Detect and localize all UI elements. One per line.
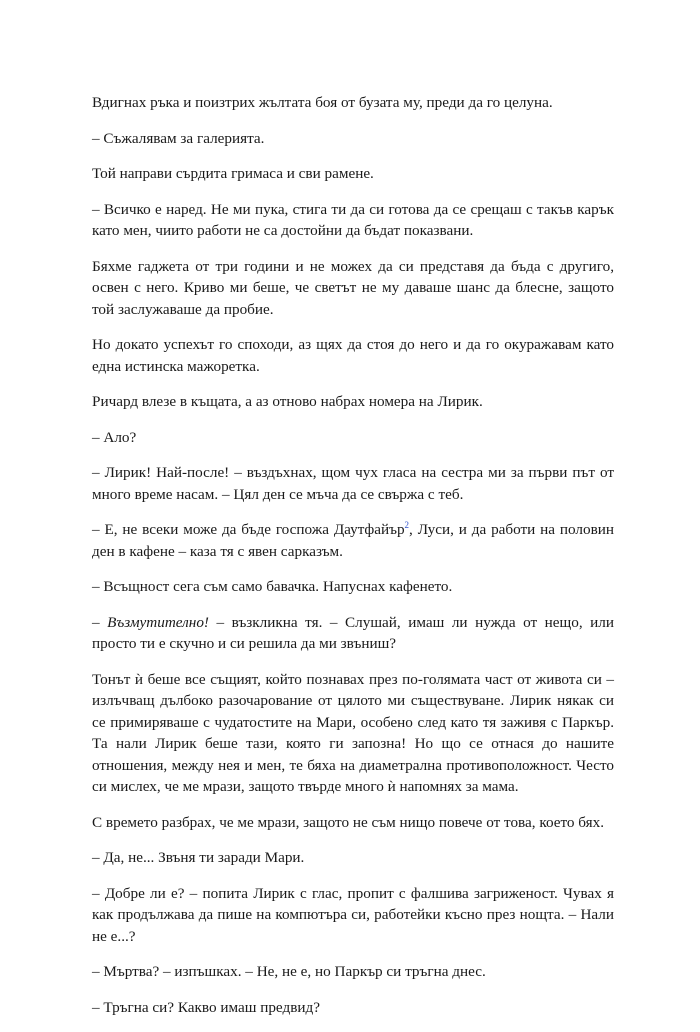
paragraph: – Добре ли е? – попита Лирик с глас, пропит с фалшива загриженост. Чувах я как продължава да пише на компютъра си, работейки късно през нощта. – Нали не е...?: [92, 884, 614, 945]
paragraph: С времето разбрах, че ме мрази, защото не съм нищо повече от това, което бях.: [92, 813, 605, 831]
paragraph: – Лирик! Най-после! – въздъхнах, щом чух гласа на сестра ми за първи път от много време насам. – Цял ден се мъча да се свържа с теб.: [92, 464, 614, 503]
footnote-ref[interactable]: 2: [404, 519, 410, 530]
paragraph-text: – Е, не всеки може да бъде госпожа Даутфайър: [92, 521, 405, 538]
paragraph: – Ало?: [92, 428, 137, 446]
paragraph: – Всичко е наред. Не ми пука, стига ти да си готова да се срещаш с такъв карък като мен, чиито работи не са достойни да бъдат показвани.: [92, 200, 614, 239]
paragraph-with-italic: [92, 612, 614, 655]
paragraph: – Тръгна си? Какво имаш предвид?: [92, 998, 320, 1016]
paragraph: Бяхме гаджета от три години и не можех да си представя да бъда с другиго, освен с него. Криво ми беше, че светът не му даваше шанс да блесне, защото той заслужаваше да пробие.: [92, 257, 614, 318]
paragraph: – Мъртва? – изпъшках. – Не, не е, но Паркър си тръгна днес.: [92, 963, 486, 980]
paragraph-text: , Луси, и да работи на половин ден в кафене – каза тя с явен сарказъм.: [92, 521, 614, 560]
paragraph: Но докато успехът го споходи, аз щях да стоя до него и да го окуражавам като една истинска мажоретка.: [92, 336, 614, 375]
paragraph: Тонът ѝ беше все същият, който познавах през по-голямата част от живота си – излъчващ дълбоко разочарование от цялото ми съществуване. Лирик някак си се примиряваше с чудатостите на Мари, особено след като тя заживя с Паркър. Та нали Лирик беше тази, която ги запозна! Но що се отнася до нашите отношения, между нея и мен, те бяха на диаметрална противоположност. Често си мислех, че ме мрази, защото твърде много ѝ напомнях за мама.: [92, 670, 614, 795]
paragraph-with-footnote: [92, 519, 614, 562]
paragraph: – Да, не... Звъня ти заради Мари.: [92, 849, 305, 866]
paragraph: – Съжалявам за галерията.: [92, 129, 265, 147]
paragraph: Ричард влезе в къщата, а аз отново набрах номера на Лирик.: [92, 393, 483, 410]
italic-text: Възмутително!: [107, 613, 209, 631]
paragraph-text: – възкликна тя. – Слушай, имаш ли нужда от нещо, или просто ти е скучно и си решила да ми звъниш?: [92, 613, 614, 652]
paragraph: Той направи сърдита гримаса и сви рамене.: [92, 165, 374, 182]
paragraph: – Всъщност сега съм само бавачка. Напуснах кафенето.: [92, 578, 453, 595]
dialogue-dash: –: [92, 613, 108, 631]
document-body: [92, 92, 614, 1032]
paragraph: Вдигнах ръка и поизтрих жълтата боя от бузата му, преди да го целуна.: [92, 94, 553, 111]
